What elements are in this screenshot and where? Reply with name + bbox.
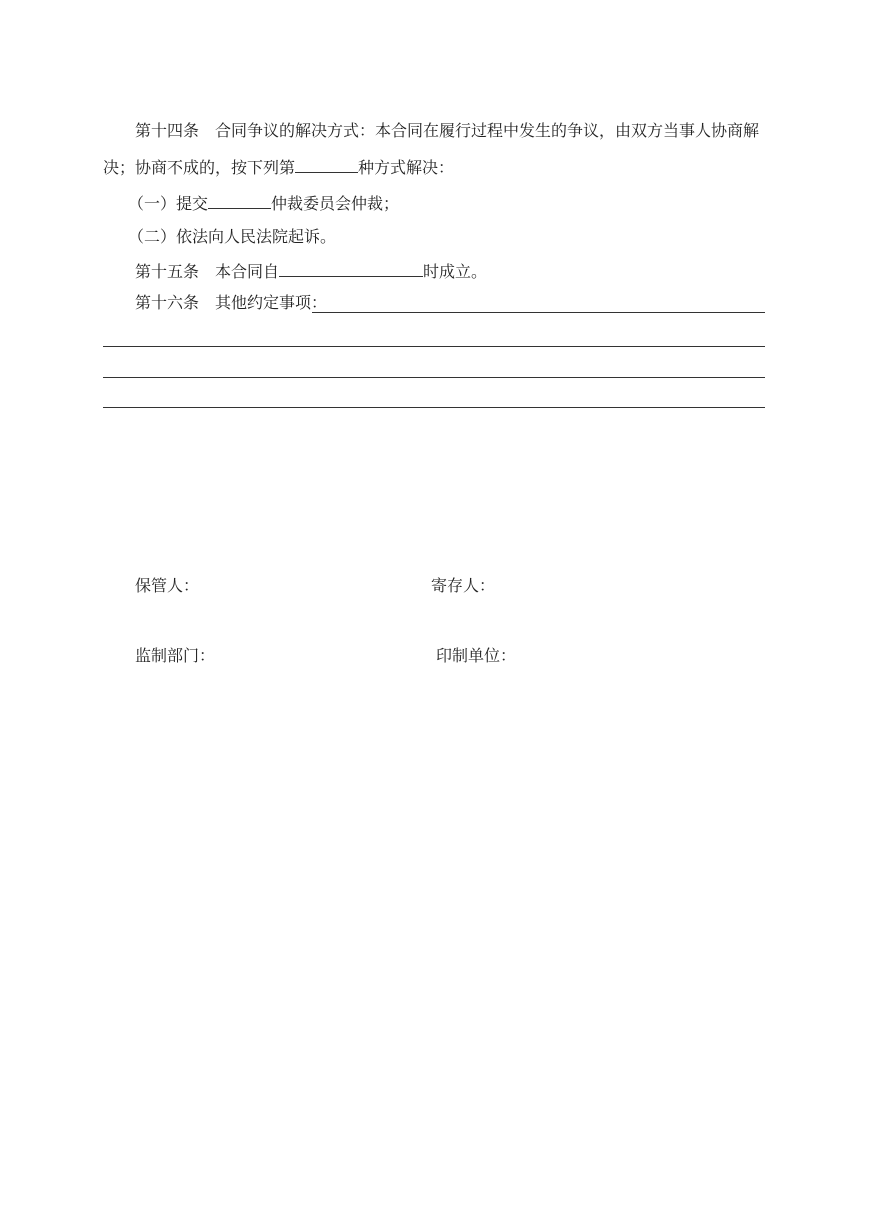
article-16-label: 第十六条 其他约定事项： bbox=[135, 293, 328, 312]
other-terms-blank-line-1[interactable] bbox=[312, 312, 765, 313]
option-litigation bbox=[128, 227, 336, 247]
option-arbitration bbox=[128, 192, 399, 214]
option-1-text-after-blank: 仲裁委员会仲裁； bbox=[271, 194, 400, 213]
printer-signature-label bbox=[436, 646, 516, 666]
article-14-text: 第十四条 合同争议的解决方式：本合同在履行过程中发生的争议，由双方当事人协商解 bbox=[135, 121, 760, 140]
article-14-line-2 bbox=[103, 156, 454, 178]
printer-label: 印制单位： bbox=[436, 646, 517, 665]
custodian-signature-label bbox=[135, 576, 199, 596]
effective-time-blank[interactable] bbox=[279, 260, 423, 277]
article-14-line-1 bbox=[135, 121, 759, 141]
custodian-label: 保管人： bbox=[135, 576, 200, 595]
other-terms-blank-line-4[interactable] bbox=[103, 407, 765, 408]
option-1-text-before-blank: （一）提交 bbox=[128, 194, 209, 213]
article-15-text-before-blank: 第十五条 本合同自 bbox=[135, 262, 280, 281]
other-terms-blank-line-2[interactable] bbox=[103, 346, 765, 347]
supervisor-label: 监制部门： bbox=[135, 646, 216, 665]
other-terms-blank-line-3[interactable] bbox=[103, 377, 765, 378]
article-14-text-after-blank: 种方式解决： bbox=[358, 158, 455, 177]
depositor-signature-label bbox=[431, 576, 495, 596]
arbitration-committee-blank[interactable] bbox=[208, 192, 271, 209]
supervisor-signature-label bbox=[135, 646, 215, 666]
article-15-text-after-blank: 时成立。 bbox=[423, 262, 488, 281]
option-2-text: （二）依法向人民法院起诉。 bbox=[128, 227, 337, 246]
method-number-blank[interactable] bbox=[295, 156, 358, 173]
article-16 bbox=[135, 293, 327, 313]
article-14-text-before-blank: 决；协商不成的，按下列第 bbox=[103, 158, 296, 177]
article-15 bbox=[135, 260, 487, 282]
depositor-label: 寄存人： bbox=[431, 576, 496, 595]
